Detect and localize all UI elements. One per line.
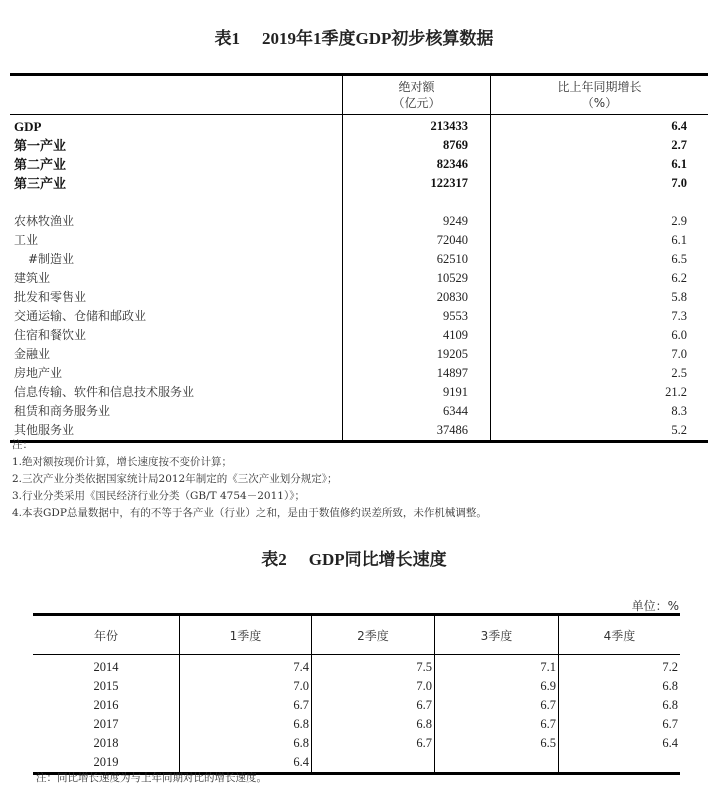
note-heading: 注：	[12, 439, 33, 451]
cell-q3	[435, 753, 559, 772]
cell-value: 6344	[443, 404, 468, 418]
table-row	[33, 696, 680, 715]
cell-q1: 6.7	[180, 696, 312, 715]
cell-q2	[312, 753, 435, 772]
cell-q2: 6.7	[312, 734, 435, 753]
table2-unit: 单位：%	[631, 599, 679, 613]
row-name: 其他服务业	[14, 423, 75, 437]
cell-value: 19205	[436, 347, 468, 361]
row-spacer	[10, 193, 342, 212]
cell-q3: 6.7	[435, 696, 559, 715]
cell-q1: 6.8	[180, 734, 312, 753]
cell-q4: 6.8	[559, 677, 681, 696]
cell-q1: 6.4	[180, 753, 312, 772]
row-name-manufacturing: #制造业	[28, 252, 75, 266]
cell-year: 2019	[93, 755, 119, 769]
table1-header-row	[10, 76, 708, 115]
row-name-secondary: 第二产业	[14, 157, 67, 172]
cell-q2: 7.0	[312, 677, 435, 696]
row-spacer	[343, 193, 490, 212]
row-name: 农林牧渔业	[14, 214, 75, 228]
cell-q3: 7.1	[435, 655, 559, 678]
row-name-primary: 第一产业	[14, 138, 67, 153]
cell-value: 122317	[430, 176, 468, 190]
cell-q1: 6.8	[180, 715, 312, 734]
cell-year: 2014	[93, 660, 119, 674]
header-q1: 1季度	[180, 616, 312, 655]
cell-growth: 8.3	[671, 404, 687, 418]
table1-title	[0, 24, 708, 49]
header-absolute-label: 绝对额	[398, 80, 435, 94]
table2-title	[0, 545, 708, 570]
category-column	[10, 115, 342, 440]
cell-q2: 6.8	[312, 715, 435, 734]
cell-year: 2018	[93, 736, 119, 750]
table1-label: 表1	[214, 29, 241, 48]
cell-growth: 6.0	[671, 328, 687, 342]
cell-growth: 6.4	[671, 119, 687, 133]
cell-growth: 2.7	[671, 138, 687, 152]
table2-note: 注：同比增长速度为与上年同期对比的增长速度。	[36, 772, 267, 784]
cell-value: 9191	[443, 385, 468, 399]
cell-year: 2015	[93, 679, 119, 693]
cell-value: 8769	[443, 138, 468, 152]
absolute-value-column	[342, 115, 490, 440]
cell-growth: 21.2	[665, 385, 687, 399]
table-row	[33, 655, 680, 678]
cell-year: 2016	[93, 698, 119, 712]
cell-q3: 6.9	[435, 677, 559, 696]
row-name: 租赁和商务服务业	[14, 404, 111, 418]
cell-value: 9249	[443, 214, 468, 228]
cell-q1: 7.4	[180, 655, 312, 678]
gdp-accounting-table	[10, 73, 708, 443]
cell-value: 20830	[436, 290, 468, 304]
cell-growth: 5.8	[671, 290, 687, 304]
cell-q3: 6.5	[435, 734, 559, 753]
row-name: 工业	[14, 233, 39, 247]
cell-value: 62510	[436, 252, 468, 266]
cell-growth: 7.3	[671, 309, 687, 323]
cell-growth: 6.5	[671, 252, 687, 266]
row-name: 批发和零售业	[14, 290, 87, 304]
note-item: 3.行业分类采用《国民经济行业分类（GB/T 4754－2011）》；	[12, 490, 305, 502]
row-name-tertiary: 第三产业	[14, 176, 67, 191]
row-spacer	[491, 193, 708, 212]
header-absolute-unit: （亿元）	[392, 96, 441, 110]
cell-growth: 2.9	[671, 214, 687, 228]
row-name: 信息传输、软件和信息技术服务业	[14, 385, 195, 399]
header-q2: 2季度	[312, 616, 435, 655]
cell-value: 10529	[436, 271, 468, 285]
table-row	[33, 734, 680, 753]
note-item: 2.三次产业分类依据国家统计局2012年制定的《三次产业划分规定》；	[12, 473, 338, 485]
table-row	[33, 715, 680, 734]
cell-q4: 6.8	[559, 696, 681, 715]
cell-q4: 6.7	[559, 715, 681, 734]
cell-value: 213433	[430, 119, 468, 133]
header-absolute-value	[342, 76, 490, 114]
cell-q2: 6.7	[312, 696, 435, 715]
row-name-gdp: GDP	[14, 119, 42, 134]
header-category	[10, 76, 342, 114]
header-year: 年份	[33, 616, 180, 655]
table2-label: 表2	[261, 550, 287, 569]
table2-header-row	[33, 616, 680, 655]
row-name: 住宿和餐饮业	[14, 328, 87, 342]
gdp-growth-table	[33, 613, 680, 775]
table1-title-text: 2019年1季度GDP初步核算数据	[262, 29, 494, 48]
cell-year: 2017	[93, 717, 119, 731]
header-growth-unit: （%）	[581, 96, 618, 110]
row-name: 建筑业	[14, 271, 51, 285]
cell-growth: 6.2	[671, 271, 687, 285]
cell-value: 9553	[443, 309, 468, 323]
row-name: 交通运输、仓储和邮政业	[14, 309, 147, 323]
cell-growth: 2.5	[671, 366, 687, 380]
cell-q4: 7.2	[559, 655, 681, 678]
cell-value: 72040	[436, 233, 468, 247]
cell-value: 82346	[436, 157, 468, 171]
table-row	[33, 677, 680, 696]
cell-q1: 7.0	[180, 677, 312, 696]
cell-growth: 5.2	[671, 423, 687, 437]
cell-q2: 7.5	[312, 655, 435, 678]
cell-value: 4109	[443, 328, 468, 342]
table1-notes	[12, 437, 487, 522]
cell-value: 37486	[436, 423, 468, 437]
cell-value: 14897	[436, 366, 468, 380]
table2-title-text: GDP同比增长速度	[308, 550, 447, 569]
note-item: 1.绝对额按现价计算，增长速度按不变价计算；	[12, 456, 233, 468]
header-growth-label: 比上年同期增长	[557, 80, 642, 94]
cell-growth: 7.0	[671, 347, 687, 361]
cell-q4	[559, 753, 681, 772]
note-item: 4.本表GDP总量数据中，有的不等于各产业（行业）之和，是由于数值修约误差所致，未作机械调整。	[12, 507, 487, 519]
cell-q4: 6.4	[559, 734, 681, 753]
table1-body	[10, 115, 708, 440]
header-yoy-growth	[490, 76, 708, 114]
cell-growth: 6.1	[671, 233, 687, 247]
cell-growth: 7.0	[671, 176, 687, 190]
header-q4: 4季度	[559, 616, 681, 655]
cell-q3: 6.7	[435, 715, 559, 734]
row-name: 金融业	[14, 347, 51, 361]
growth-column	[490, 115, 708, 440]
cell-growth: 6.1	[671, 157, 687, 171]
header-q3: 3季度	[435, 616, 559, 655]
row-name: 房地产业	[14, 366, 63, 380]
